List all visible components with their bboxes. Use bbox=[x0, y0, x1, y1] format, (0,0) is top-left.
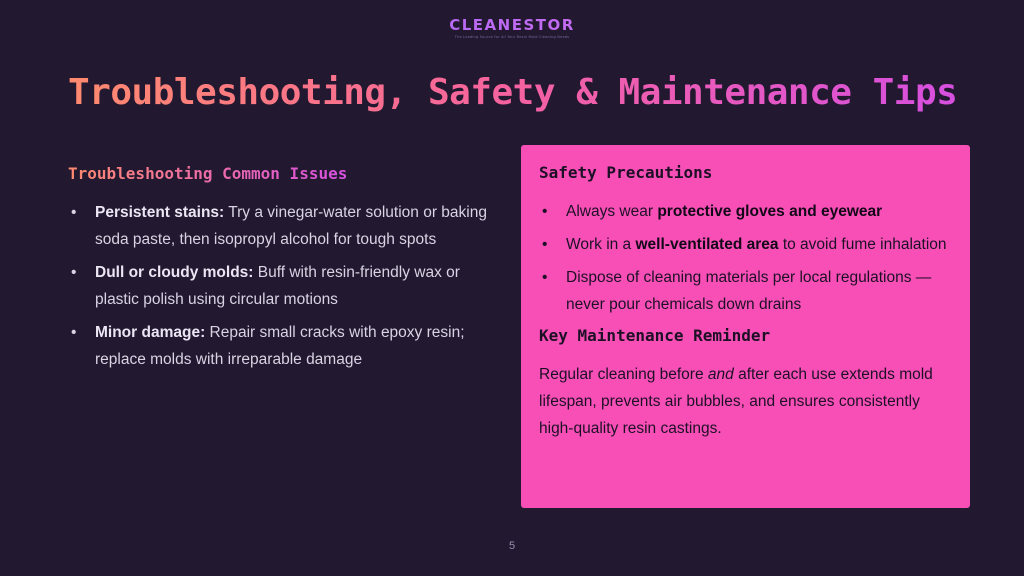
list-item bbox=[539, 231, 952, 258]
list-item bbox=[68, 259, 498, 313]
safety-card bbox=[521, 145, 970, 508]
maintenance-text-part: Regular cleaning before bbox=[539, 366, 708, 383]
item-text: Dispose of cleaning materials per local regulations — never pour chemicals down drains bbox=[566, 269, 932, 313]
maintenance-heading: Key Maintenance Reminder bbox=[539, 326, 771, 345]
brand-logo bbox=[0, 16, 1024, 39]
item-text: Always wear bbox=[566, 203, 658, 220]
slide-title: Troubleshooting, Safety & Maintenance Tips bbox=[68, 72, 958, 113]
safety-list bbox=[539, 198, 952, 318]
list-item bbox=[539, 264, 952, 318]
maintenance-emphasis: and bbox=[707, 366, 734, 383]
list-item bbox=[68, 319, 498, 373]
logo-tagline: The Leading Source for All Your Resin Mold Cleaning Needs bbox=[454, 35, 570, 39]
troubleshooting-section bbox=[68, 164, 498, 379]
item-label: Persistent stains: bbox=[95, 204, 225, 221]
item-text: Try a vinegar-water solution or baking soda paste, then isopropyl alcohol for tough spots bbox=[95, 204, 487, 248]
page-number: 5 bbox=[508, 540, 516, 552]
item-label: Minor damage: bbox=[95, 324, 206, 341]
troubleshooting-list bbox=[68, 199, 498, 373]
maintenance-text-part: after each use extends mold lifespan, prevents air bubbles, and ensures consistently high-quality resin castings. bbox=[539, 366, 933, 437]
item-emphasis: well-ventilated area bbox=[635, 236, 779, 253]
item-emphasis: protective gloves and eyewear bbox=[657, 203, 883, 220]
item-text: Work in a bbox=[566, 236, 636, 253]
list-item bbox=[68, 199, 498, 253]
item-label: Dull or cloudy molds: bbox=[95, 264, 254, 281]
list-item bbox=[539, 198, 952, 225]
item-text: to avoid fume inhalation bbox=[778, 236, 947, 253]
maintenance-text bbox=[539, 361, 952, 442]
logo-wordmark: CLEANESTOR bbox=[0, 16, 1024, 34]
troubleshooting-heading: Troubleshooting Common Issues bbox=[68, 164, 348, 183]
safety-heading: Safety Precautions bbox=[539, 163, 713, 182]
item-text: Repair small cracks with epoxy resin; replace molds with irreparable damage bbox=[95, 324, 465, 368]
item-text: Buff with resin-friendly wax or plastic polish using circular motions bbox=[95, 264, 460, 308]
